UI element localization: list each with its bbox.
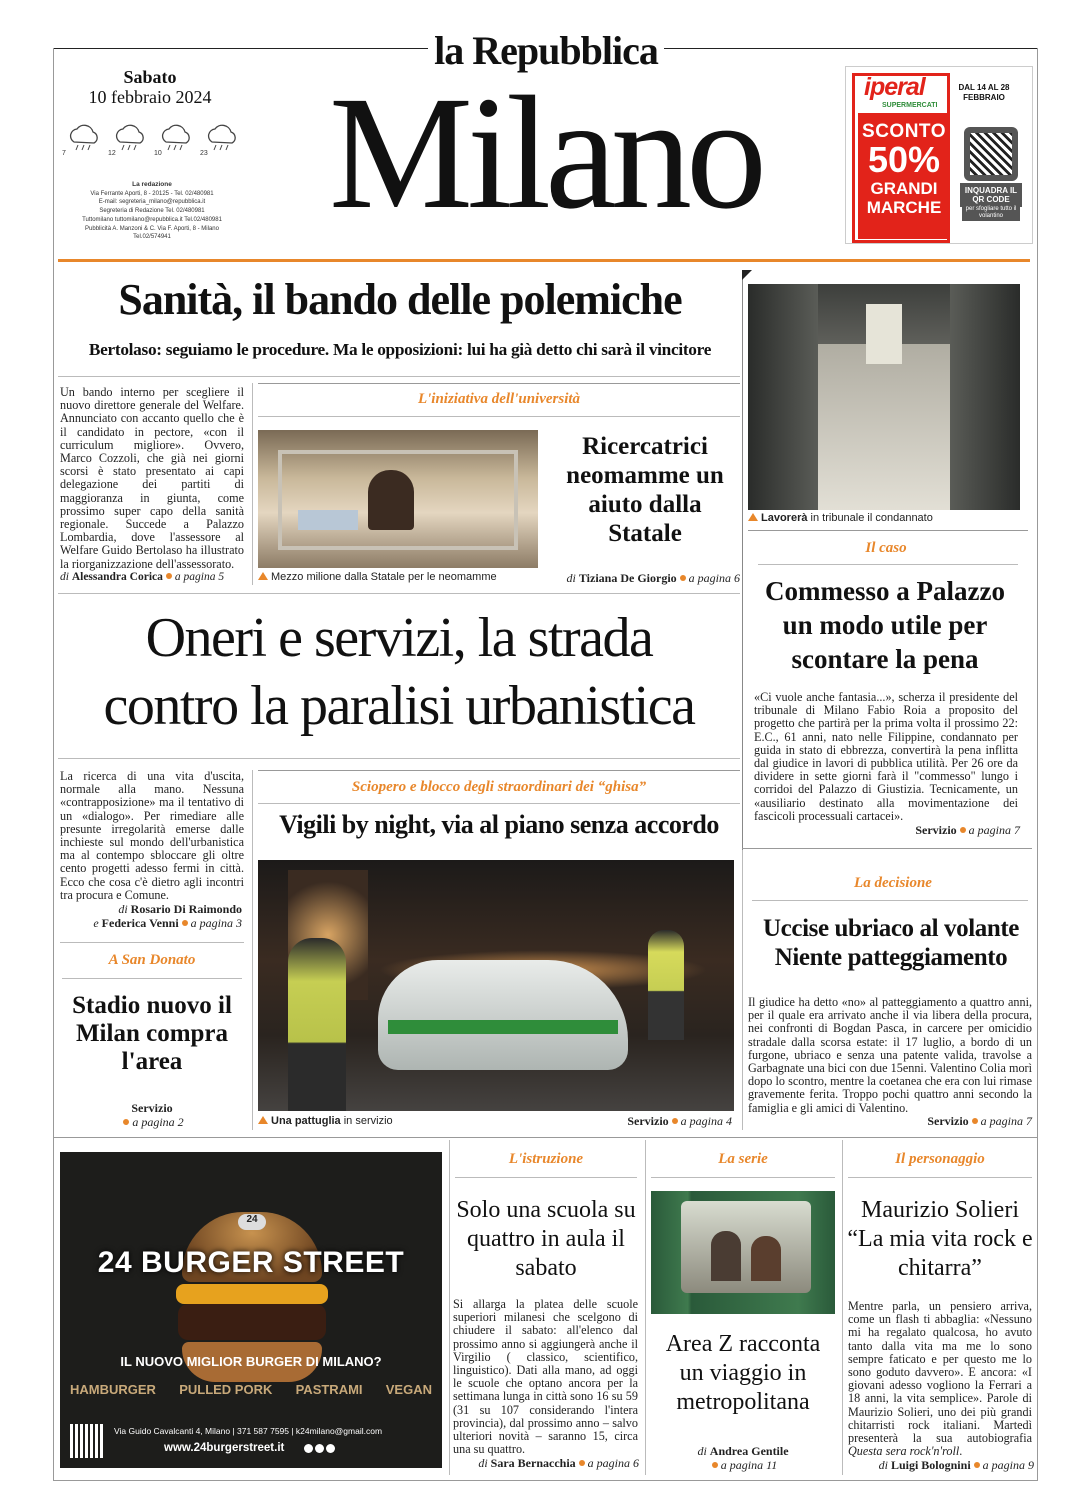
facebook-icon[interactable]: [304, 1444, 313, 1453]
univ-byline[interactable]: di Tiziana De Giorgio a pagina 6: [566, 571, 740, 585]
qr-code-icon: [964, 127, 1018, 181]
decisione-title-line1: Uccise ubriaco al volante: [763, 915, 1019, 942]
tribunale-title: Commesso a Palazzo un modo utile per scontare la pena: [765, 576, 1005, 674]
serie-byline[interactable]: di Andrea Gentile a pagina 11: [697, 1444, 789, 1472]
sandonato-byline[interactable]: Servizio a pagina 2: [60, 1101, 244, 1129]
burger-menu-item: HAMBURGER: [70, 1382, 156, 1397]
burger-tagline: IL NUOVO MIGLIOR BURGER DI MILANO?: [120, 1354, 382, 1369]
tribunale-kicker: Il caso: [865, 540, 907, 556]
instagram-icon[interactable]: [315, 1444, 324, 1453]
univ-caption: Mezzo milione dalla Statale per le neomamme: [258, 571, 538, 583]
tribunale-caption: Lavorerà in tribunale il condannato: [748, 512, 1020, 524]
vigili-title: Vigili by night, via al piano senza accordo: [279, 810, 719, 839]
univ-title: Ricercatrici neomamme un aiuto dalla Statale: [566, 433, 724, 547]
personaggio-title: Maurizio Solieri “La mia vita rock e chitarra”: [847, 1197, 1033, 1281]
qr-text: INQUADRA IL QR CODE: [960, 183, 1022, 207]
vigili-caption: Una pattuglia in servizio: [258, 1115, 558, 1127]
personaggio-byline[interactable]: di Luigi Bolognini a pagina 9: [878, 1458, 1034, 1472]
oneri-title-line2: contro la paralisi urbanistica: [103, 675, 695, 737]
tribunale-author: Servizio: [915, 823, 957, 837]
weather-temp: 12: [108, 150, 116, 157]
tiktok-icon[interactable]: [326, 1444, 335, 1453]
burger-menu-item: PULLED PORK: [179, 1382, 273, 1397]
istruzione-title: Solo una scuola su quattro in aula il sabato: [456, 1197, 636, 1281]
lead-byline[interactable]: di Alessandra Corica a pagina 5: [60, 571, 225, 583]
personaggio-body: Mentre parla, un pensiero arriva, come un flash ti abbaglia: «Nessuno mi ha regalato qualcosa, ho avuto tanto dalla vita ma me lo sono sempre faticato e per questo me lo sono goduto davvero». E ancora: «I giovani adesso vogliono la Ferrari a 18 anni, la vita semplice». Parole di Maurizio Solieri, uno dei più grandi chitarristi rock italiani. Martedì presenterà la sua autobiografia Questa sera rock'n'roll.: [848, 1299, 1032, 1459]
weather-temp: 7: [62, 150, 66, 157]
decisione-byline[interactable]: Servizio a pagina 7: [927, 1114, 1032, 1128]
vigili-kicker: Sciopero e blocco degli straordinari dei “ghisa”: [351, 779, 647, 795]
personaggio-book-title: Questa sera rock'n'roll: [848, 1444, 960, 1459]
burger-menu-item: VEGAN: [385, 1382, 432, 1397]
qr-subtext: per sfogliare tutto il volantino: [962, 205, 1020, 221]
marche-label: MARCHE: [866, 198, 942, 217]
masthead-date: 10 febbraio 2024: [88, 87, 212, 107]
serie-photo: [651, 1191, 835, 1314]
burger-menu-item: PASTRAMI: [295, 1382, 363, 1397]
oneri-body: La ricerca di una vita d'uscita, normale alla mano. Nessuna «contrapposizione» ma il tentativo di un «dialogo». Per rimediare alle presunte irregolarità emerse dalle inchieste sul mondo dell'urbanistica ma al contempo sbloccare gli oltre cento progetti adesso fermi in città. Ecco che cosa c'è dietro agli incontri tra procura e Comune.: [60, 769, 244, 902]
vigili-byline[interactable]: Servizio a pagina 4: [627, 1114, 732, 1128]
burger-site[interactable]: www.24burgerstreet.it: [164, 1442, 285, 1454]
burger-name: 24 BURGER STREET: [97, 1246, 405, 1279]
sconto-label: SCONTO: [862, 121, 946, 142]
burger-menu-items: [70, 1382, 432, 1397]
weather-temp: 10: [154, 150, 162, 157]
rain-cloud-icon: [154, 122, 198, 160]
oneri-byline[interactable]: di Rosario Di Raimondo e Federica Venni a pagina 3: [93, 902, 242, 930]
istruzione-kicker: L'istruzione: [508, 1151, 584, 1167]
redazione-line: E-mail: segreteria_milano@repubblica.it: [98, 199, 206, 206]
serie-kicker: La serie: [718, 1151, 768, 1167]
decisione-author: Servizio: [927, 1114, 969, 1128]
sandonato-kicker: A San Donato: [108, 952, 196, 968]
iperal-ad[interactable]: [845, 66, 1033, 244]
vigili-photo: [258, 860, 734, 1111]
iperal-sub: SUPERMERCATI: [882, 102, 938, 109]
burger-qr-icon: [70, 1424, 104, 1458]
redazione-line: Tel.02/574941: [133, 234, 171, 241]
redazione-box: [72, 181, 232, 242]
rain-cloud-icon: [200, 122, 244, 160]
vigili-author: Servizio: [627, 1114, 669, 1128]
personaggio-author: Luigi Bolognini: [890, 1458, 971, 1472]
burger-ad[interactable]: [60, 1152, 442, 1468]
oneri-author2: Federica Venni: [101, 916, 179, 930]
istruzione-author: Sara Bernacchia: [490, 1456, 576, 1470]
istruzione-byline[interactable]: di Sara Bernacchia a pagina 6: [478, 1456, 639, 1470]
sandonato-title: Stadio nuovo il Milan compra l'area: [72, 992, 232, 1075]
univ-kicker: L'iniziativa dell'università: [417, 391, 581, 407]
redazione-line: Via Ferrante Aporti, 8 - 20125 - Tel. 02/480981: [90, 190, 214, 197]
sconto-pct: 50%: [867, 139, 941, 180]
masthead-day: Sabato: [123, 67, 177, 87]
istruzione-body: Si allarga la platea delle scuole superiori milanesi che scelgono di chiudere il sabato: all'elenco dal prossimo anno si aggiungerà anche il Virgilio ( classico, scientifico, linguistico). Dati alla mano, ad oggi le scuole che optano ancora per la settimana lunga in città sono 16 su 59 (31 su 107 considerando l'intera provincia), dal prossimo anno – salvo ulteriori novità – saranno 15, circa una su quattro.: [453, 1297, 638, 1457]
decisione-title-line2: Niente patteggiamento: [774, 944, 1008, 971]
weather-strip: [62, 122, 244, 160]
city-title: Milano: [329, 64, 761, 243]
sandonato-author: Servizio: [131, 1101, 173, 1115]
serie-author: Andrea Gentile: [709, 1444, 789, 1458]
sconto-box: [858, 113, 950, 239]
iperal-logo: iperal: [864, 73, 925, 101]
decisione-body: Il giudice ha detto «no» al patteggiamento a quattro anni, per il quale era arrivato anche il via libera della procura, nei confronti di Bogdan Pasca, in carcere per omicidio stradale dalla scorsa estate: il 17 luglio, a bordo di un furgone, ubriaco e senza una patente valida, travolse a Garbagnate una bici con due 15enni. Valentino Colia morì dopo lo scontro, mentre la coetanea che era con lui rimase gravemente ferita. Troppo pochi quattro anni secondo la famiglia e gli amici di Valentino.: [748, 995, 1032, 1115]
tribunale-byline[interactable]: Servizio a pagina 7: [915, 823, 1020, 837]
redazione-line: Segreteria di Redazione Tel. 02/480981: [99, 208, 205, 215]
brand-logo: la Repubblica: [428, 28, 664, 74]
burger-badge: 24: [238, 1214, 266, 1230]
oneri-title-line1: Oneri e servizi, la strada: [145, 607, 653, 669]
univ-photo: [258, 430, 538, 568]
personaggio-kicker: Il personaggio: [895, 1151, 985, 1167]
burger-address: Via Guido Cavalcanti 4, Milano | 371 587 7595 | k24milano@gmail.com: [114, 1426, 383, 1436]
iperal-dates: DAL 14 AL 28 FEBBRAIO: [958, 83, 1010, 102]
redazione-line: Tuttomilano tuttomilano@repubblica.it Tel.02/480981: [82, 216, 222, 223]
social-icons: [304, 1444, 335, 1453]
rain-cloud-icon: [108, 122, 152, 160]
rain-cloud-icon: [62, 122, 106, 160]
redazione-title: La redazione: [132, 181, 172, 188]
tribunale-photo: [748, 284, 1020, 510]
lead-author: Alessandra Corica: [71, 571, 163, 583]
grandi-label: GRANDI: [870, 179, 938, 198]
lead-body: Un bando interno per scegliere il nuovo direttore generale del Welfare. Annunciato con accanto quello che è il candidato in pectore, «con il curriculum migliore». Ovvero, Marco Cozzoli, che già nei giorni scorsi è stato presentato ai capi delegazione dei partiti di maggioranza in giunta, come prossimo super capo della sanità regionale. Succede a Palazzo Lombardia, dove l'assessore al Welfare Guido Bertolaso ha illustrato la riorganizzazione dell'assessorato.: [60, 385, 244, 571]
tribunale-body: «Ci vuole anche fantasia...», scherza il presidente del tribunale di Milano Fabio Roia a proposito del progetto che partirà per la prima volta il prossimo 22: E.C., 61 anni, nato nelle Filippine, condannato per guida in stato di ebbrezza, convertirà la pena inflitta dal giudice in lavori di pubblica utilità. Per 26 ore da dividere in sette giorni farà il "commesso" lungo i corridoi del Palazzo di Giustizia. Tecnicamente, un «ausiliario destinato alla movimentazione dei fascicoli processuali cartacei».: [754, 690, 1018, 823]
oneri-author1: Rosario Di Raimondo: [130, 902, 242, 916]
lead-title: Sanità, il bando delle polemiche: [118, 275, 682, 324]
univ-author: Tiziana De Giorgio: [578, 571, 677, 585]
weather-temp: 23: [200, 150, 208, 157]
serie-title: Area Z racconta un viaggio in metropolitana: [665, 1331, 821, 1415]
redazione-line: Pubblicità A. Manzoni & C. Via F. Aporti, 8 - Milano: [85, 225, 219, 232]
decisione-kicker: La decisione: [854, 875, 932, 891]
lead-subtitle: Bertolaso: seguiamo le procedure. Ma le opposizioni: lui ha già detto chi sarà il vincitore: [88, 340, 712, 359]
